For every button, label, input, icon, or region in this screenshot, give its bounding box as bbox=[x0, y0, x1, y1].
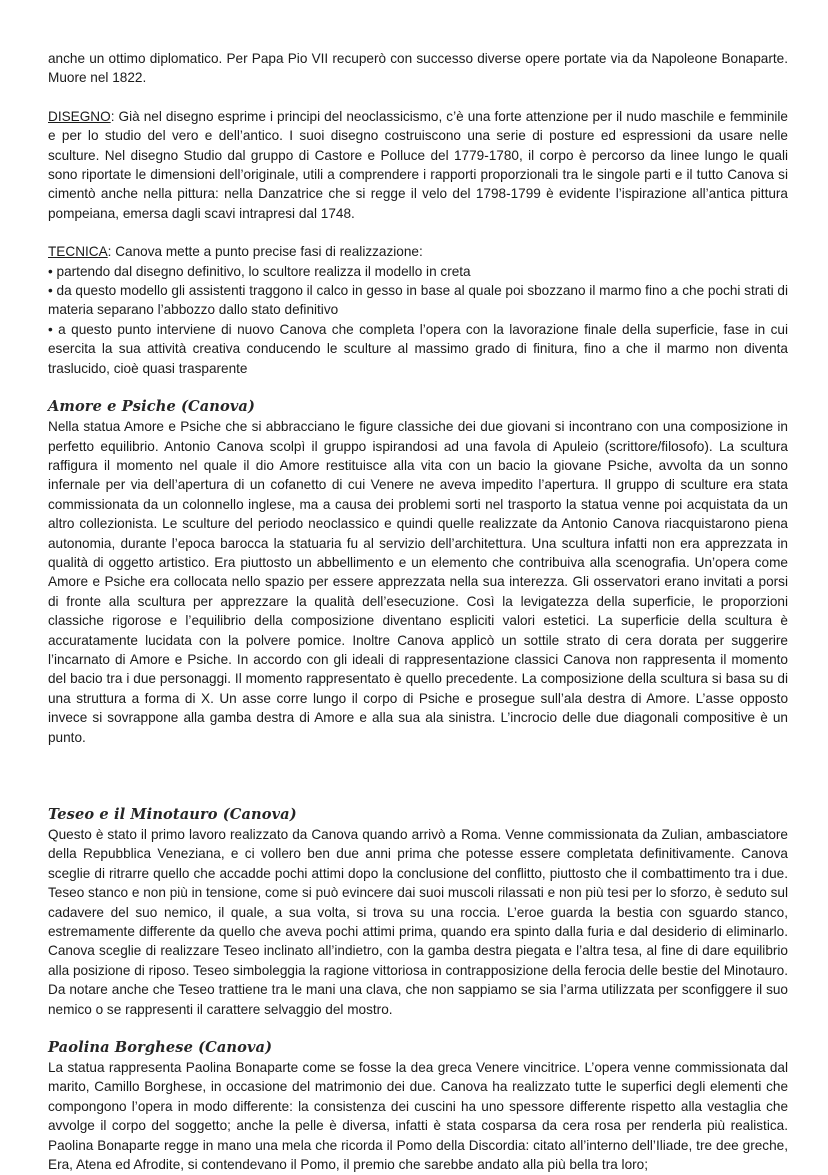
teseo-paragraph: Questo è stato il primo lavoro realizzato da Canova quando arrivò a Roma. Venne commissionata da Zulian, ambasciatore della Repubblica Veneziana, e ci vollero ben due anni prima che potesse essere completata definitivamente. Canova sceglie di ritrarre quello che accadde pochi attimi dopo la conclusione del conflitto, piuttosto che il combattimento tra i due. Teseo stanco e non più in tensione, come si può evincere dai suoi muscoli rilassati e non più tesi per lo sforzo, è seduto sul cadavere del suo nemico, il quale, a sua volta, si trova su una roccia. L’eroe guarda la bestia con sguardo stanco, estremamente differente da quello che aveva pochi attimi prima, quando era spinto dalla furia e dal desiderio di eliminarlo. Canova sceglie di realizzare Teseo inclinato all’indietro, con la gamba destra piegata e l’altra tesa, al fine di dare equilibrio alla posizione di riposo. Teseo simboleggia la ragione vittoriosa in contrapposizione della ferocia delle bestie del Minotauro. Da notare anche che Teseo trattiene tra le mani una clava, che non sappiamo se sia l’arma utilizzata per sconfiggere il suo nemico o se rappresenti il carattere selvaggio del mostro. bbox=[48, 827, 788, 1017]
spacer bbox=[48, 88, 788, 107]
tecnica-text: : Canova mette a punto precise fasi di realizzazione: bbox=[107, 244, 423, 260]
disegno-label: DISEGNO bbox=[48, 108, 111, 124]
teseo-heading: Teseo e il Minotauro (Canova) bbox=[48, 806, 297, 823]
tecnica-intro bbox=[48, 242, 788, 261]
paolina-paragraph: La statua rappresenta Paolina Bonaparte come se fosse la dea greca Venere vincitrice. L’opera venne commissionata dal marito, Camillo Borghese, in occasione del matrimonio dei due. Canova ha realizzato tutte le superfici degli elementi che compongono l’opera in modo differente: la consistenza dei cuscini ha uno spessore differente rispetto alla vestaglia che avvolge il corpo del soggetto; anche la pelle è diversa, infatti è stata cosparsa da cera rosa per renderla più realistica. Paolina Bonaparte regge in mano una mela che ricorda il Pomo della Discordia: citato all’interno dell’Iliade, tre dee greche, Era, Atena ed Afrodite, si contendevano il Pomo, il premio che sarebbe andato alla più bella tra loro; bbox=[48, 1060, 788, 1173]
tecnica-bullet-1: • partendo dal disegno definitivo, lo scultore realizza il modello in creta bbox=[48, 263, 471, 279]
tecnica-label: TECNICA bbox=[48, 244, 108, 260]
intro-paragraph: anche un ottimo diplomatico. Per Papa Pio VII recuperò con successo diverse opere portate via da Napoleone Bonaparte. Muore nel 1822. bbox=[48, 51, 788, 86]
paolina-heading: Paolina Borghese (Canova) bbox=[48, 1039, 273, 1057]
disegno-paragraph bbox=[48, 107, 788, 223]
amore-psiche-heading: Amore e Psiche (Canova) bbox=[48, 398, 255, 416]
tecnica-bullet-2: • da questo modello gli assistenti traggono il calco in gesso in base al quale poi sbozzano il marmo fino a che pochi strati di materia separano l’abbozzo dallo stato definitivo bbox=[48, 283, 788, 318]
disegno-text: : Già nel disegno esprime i principi del neoclassicismo, c’è una forte attenzione per il nudo maschile e femminile e per lo studio del vero e dell’antico. I suoi disegno costruiscono una serie di posture ed espressioni da usare nelle sculture. Nel disegno Studio dal gruppo di Castore e Polluce del 1779-1780, il corpo è percorso da linee lungo le quali sono riportate le dimensioni dell’originale, utili a comprendere i rapporti proporzionali tra le singole parti e il tutto Canova si cimentò anche nella pittura: nella Danzatrice che si regge il velo del 1798-1799 è evidente l’ispirazione all’antica pittura pompeiana, emersa dagli scavi intrapresi dal 1748. bbox=[48, 108, 788, 221]
spacer bbox=[48, 747, 788, 805]
spacer bbox=[48, 1019, 788, 1038]
tecnica-bullet-3: • a questo punto interviene di nuovo Canova che completa l’opera con la lavorazione finale della superficie, fase in cui esercita la sua attività creativa conducendo le sculture al massimo grado di finitura, fino a che il marmo non diventa traslucido, cioè quasi trasparente bbox=[48, 321, 788, 376]
tecnica-bullet-list bbox=[48, 262, 788, 378]
amore-psiche-paragraph: Nella statua Amore e Psiche che si abbracciano le figure classiche dei due giovani si incontrano con una composizione in perfetto equilibrio. Antonio Canova scolpì il gruppo ispirandosi ad una favola di Apuleio (scrittore/filosofo). La scultura raffigura il momento nel quale il dio Amore restituisce alla vita con un bacio la giovane Psiche, avvolta da un sonno infernale per via dell’apertura di un cofanetto di cui Venere ne aveva impedito l’apertura. Il gruppo di sculture era stata commissionata da un colonnello inglese, ma a causa dei problemi sorti nel trasporto la statua venne poi acquistata da un altro collezionista. Le sculture del periodo neoclassico e quindi quelle realizzate da Antonio Canova riacquistarono piena autonomia, durante l’epoca barocca la statuaria fu al servizio dell’architettura. Una scultura infatti non era apprezzata in qualità di oggetto artistico. Era piuttosto un abbellimento e un elemento che contribuiva alla scenografia. Un’opera come Amore e Psiche era collocata nello spazio per essere apprezzata nella sua interezza. Gli osservatori erano invitati a porsi di fronte alla scultura per apprezzare la qualità dell’esecuzione. Così la levigatezza della superficie, le proporzioni classiche rigorose e l’equilibrio della composizione diventano espliciti valori estetici. La superficie della scultura è accuratamente lucidata con la polvere pomice. Inoltre Canova applicò un sottile strato di cera dorata per suggerire l’incarnato di Amore e Psiche. In accordo con gli ideali di rappresentazione classici Canova non rappresenta il momento del bacio tra i due personaggi. Il momento rappresentato è quello precedente. La composizione della scultura si basa su di una struttura a forma di X. Un asse corre lungo il corpo di Psiche e prosegue sull’ala destra di Amore. L’asse opposto invece si sovrappone alla gamba destra di Amore e alla sua ala sinistra. L’incrocio delle due diagonali compositive è un punto. bbox=[48, 419, 788, 745]
spacer bbox=[48, 223, 788, 242]
document-page bbox=[48, 49, 788, 1175]
spacer bbox=[48, 378, 788, 397]
